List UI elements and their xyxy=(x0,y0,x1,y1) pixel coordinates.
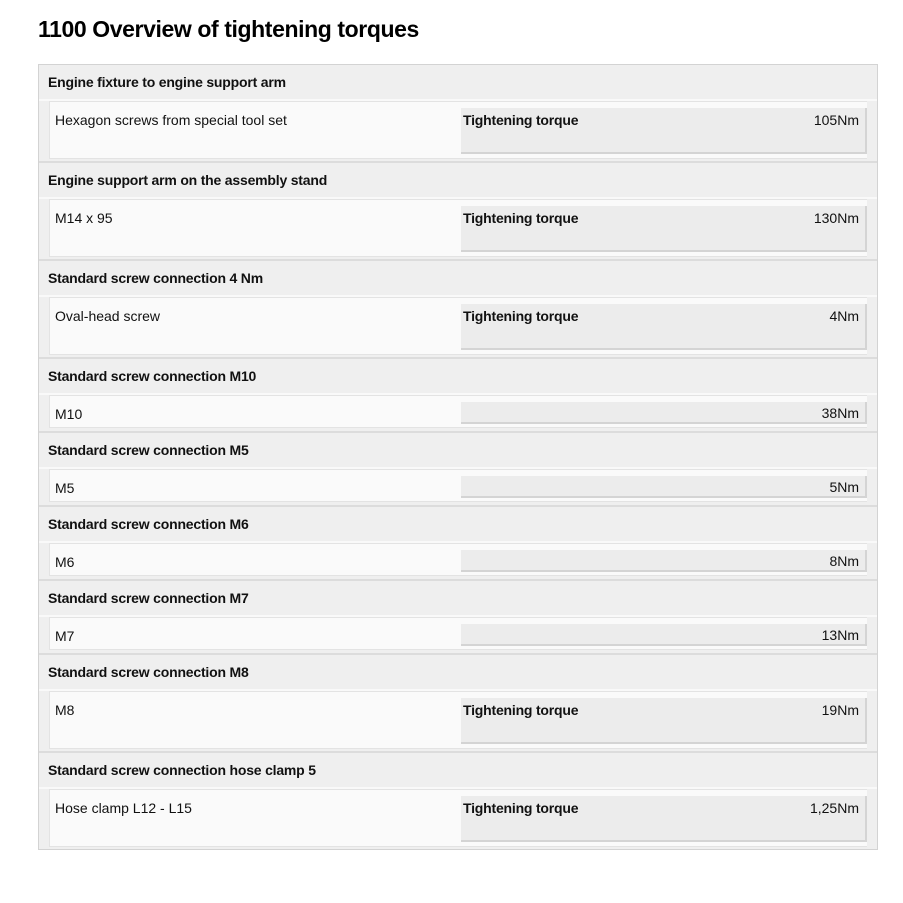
table-row xyxy=(49,789,867,847)
table-row xyxy=(49,297,867,355)
table-row xyxy=(49,469,867,502)
section-hose-clamp xyxy=(39,753,877,847)
section-header: Standard screw connection hose clamp 5 xyxy=(39,753,877,789)
torque-value: 130Nm xyxy=(813,210,859,226)
value-cell xyxy=(461,796,867,842)
torque-label: Tightening torque xyxy=(463,112,579,128)
section-standard-m5 xyxy=(39,433,877,507)
value-cell xyxy=(461,698,867,744)
torque-value: 19Nm xyxy=(821,702,859,718)
page-title: 1100 Overview of tightening torques xyxy=(38,16,419,42)
torque-label: Tightening torque xyxy=(463,702,579,718)
value-cell xyxy=(461,624,867,646)
row-label: Hexagon screws from special tool set xyxy=(55,112,287,128)
torque-value: 13Nm xyxy=(821,627,859,643)
row-label: Oval-head screw xyxy=(55,308,161,324)
row-label: M7 xyxy=(55,628,75,644)
table-row xyxy=(49,395,867,428)
torque-table xyxy=(38,64,878,850)
table-row xyxy=(49,691,867,749)
section-standard-m10 xyxy=(39,359,877,433)
section-engine-fixture xyxy=(39,65,877,163)
torque-value: 5Nm xyxy=(829,479,859,495)
section-header: Standard screw connection M6 xyxy=(39,507,877,543)
value-cell xyxy=(461,108,867,154)
section-standard-m6 xyxy=(39,507,877,581)
row-label: Hose clamp L12 - L15 xyxy=(55,800,192,816)
section-header: Standard screw connection M5 xyxy=(39,433,877,469)
section-header: Standard screw connection 4 Nm xyxy=(39,261,877,297)
section-header: Engine fixture to engine support arm xyxy=(39,65,877,101)
value-cell xyxy=(461,304,867,350)
section-header: Engine support arm on the assembly stand xyxy=(39,163,877,199)
section-header: Standard screw connection M8 xyxy=(39,655,877,691)
value-cell xyxy=(461,206,867,252)
row-label: M5 xyxy=(55,480,75,496)
row-label: M6 xyxy=(55,554,75,570)
section-standard-4nm xyxy=(39,261,877,359)
torque-value: 4Nm xyxy=(829,308,859,324)
table-row xyxy=(49,101,867,159)
row-label: M10 xyxy=(55,406,83,422)
value-cell xyxy=(461,402,867,424)
section-header: Standard screw connection M10 xyxy=(39,359,877,395)
torque-value: 105Nm xyxy=(813,112,859,128)
torque-label: Tightening torque xyxy=(463,308,579,324)
torque-value: 38Nm xyxy=(821,405,859,421)
torque-label: Tightening torque xyxy=(463,210,579,226)
torque-value: 8Nm xyxy=(829,553,859,569)
section-standard-m8 xyxy=(39,655,877,753)
table-row xyxy=(49,543,867,576)
table-row xyxy=(49,617,867,650)
torque-value: 1,25Nm xyxy=(809,800,859,816)
row-label: M8 xyxy=(55,702,75,718)
torque-label: Tightening torque xyxy=(463,800,579,816)
row-label: M14 x 95 xyxy=(55,210,113,226)
table-row xyxy=(49,199,867,257)
section-engine-support-arm xyxy=(39,163,877,261)
section-header: Standard screw connection M7 xyxy=(39,581,877,617)
value-cell xyxy=(461,550,867,572)
value-cell xyxy=(461,476,867,498)
section-standard-m7 xyxy=(39,581,877,655)
